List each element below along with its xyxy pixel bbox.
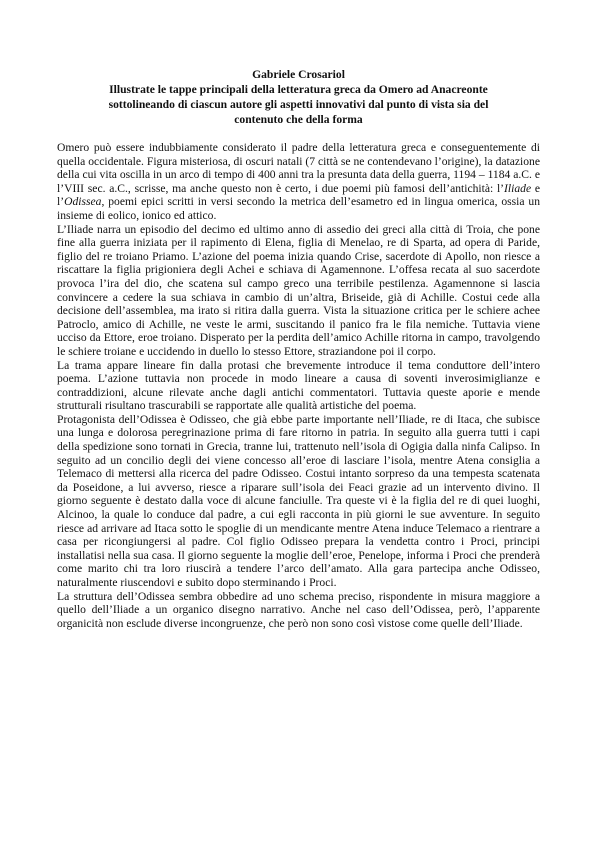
document-body bbox=[57, 141, 540, 630]
paragraph: L’Iliade narra un episodio del decimo ed ultimo anno di assedio dei greci alla città di Troia, che pone fine alla guerra iniziata per il rapimento di Elena, figlia di Menelao, re di Sparta, ad opera di Paride, figlio del re troiano Priamo. L’azione del poema inizia quando Crise, sacerdote di Apollo, non riesce a riscattare la figlia prigioniera degli Achei e schiava di Agamennone. L’offesa recata al suo sacerdote provoca l’ira del dio, che scatena sul campo greco una terribile pestilenza. Agamennone si lascia convincere a cedere la sua schiava in cambio di un’altra, Briseide, già di Achille. Costui cede alla decisione dell’assemblea, ma irato si ritira dalla guerra. Vista la situazione critica per le schiere achee Patroclo, amico di Achille, ne veste le armi, suscitando il panico fra le fila nemiche. Tuttavia viene ucciso da Ettore, eroe troiano. Disperato per la perdita dell’amico Achille ritorna in campo, travolgendo le schiere troiane e uccidendo in duello lo stesso Ettore, straziandone poi il corpo. bbox=[57, 222, 540, 358]
document-header bbox=[57, 67, 540, 127]
author-name: Gabriele Crosariol bbox=[252, 68, 345, 81]
paragraph-text: Omero può essere indubbiamente considerato il padre della letteratura greca e conseguentemente di quella occidentale. Figura misteriosa, di oscuri natali (7 città se ne contendevano l’origine), la datazione della cui vita oscilla in un arco di tempo di 400 anni tra la presunta data della guerra, 1194 – 1184 a.C. e l’VIII sec. a.C., scrisse, ma anche questo non è certo, i due poemi più famosi dell’antichità: l’ bbox=[57, 141, 540, 195]
title-iliade: Iliade bbox=[504, 181, 532, 195]
title-odissea: Odissea bbox=[64, 195, 102, 209]
title-line: sottolineando di ciascun autore gli aspetti innovativi dal punto di vista sia del bbox=[108, 98, 489, 111]
paragraph: La struttura dell’Odissea sembra obbedire ad uno schema preciso, rispondente in misura maggiore a quello dell’Iliade a un organico disegno narrativo. Anche nel caso dell’Odissea, però, l’apparente organicità non esclude diverse incongruenze, che però non sono così vistose come quelle dell’Iliade. bbox=[57, 589, 540, 630]
paragraph: La trama appare lineare fin dalla protasi che brevemente introduce il tema conduttore dell’intero poema. L’azione tuttavia non procede in modo lineare a causa di soventi inverosimiglianze e contraddizioni, alcune rilevate anche dagli antichi commentatori. Tuttavia queste aporie e mende strutturali risultano trascurabili se rapportate alle qualità artistiche del poema. bbox=[57, 358, 540, 413]
paragraph bbox=[57, 141, 540, 223]
document-title bbox=[57, 82, 540, 127]
paragraph-text: , poemi epici scritti in versi secondo la metrica dell’esametro ed in lingua omerica, ossia un insieme di eolico, ionico ed attico. bbox=[57, 195, 540, 222]
title-line: Illustrate le tappe principali della letteratura greca da Omero ad Anacreonte bbox=[109, 83, 488, 96]
paragraph: Protagonista dell’Odissea è Odisseo, che già ebbe parte importante nell’Iliade, re di Itaca, che subisce una lunga e dolorosa peregrinazione prima di fare ritorno in patria. In seguito alla guerra tutti i capi della spedizione sono tornati in Grecia, tranne lui, trattenuto nell’isola di Ogigia dalla ninfa Calipso. In seguito ad un concilio degli dei viene concesso all’eroe di lasciare l’isola, mentre Atena consiglia a Telemaco di mettersi alla ricerca del padre Odisseo. Costui intanto sorpreso da una tempesta scatenata da Poseidone, a lui avverso, riesce a riparare sull’isola dei Feaci grazie ad un intervento divino. Il giorno seguente è destato dalla voce di alcune fanciulle. Tra queste vi è la figlia del re di quei luoghi, Alcinoo, la quale lo conduce dal padre, a cui egli racconta in più giorni le sue avventure. In seguito riesce ad arrivare ad Itaca sotto le spoglie di un mendicante mentre Atena induce Telemaco a rientrare a casa per ricongiungersi al padre. Col figlio Odisseo prepara la vendetta contro i Proci, principi installatisi nella sua casa. Il giorno seguente la moglie dell’eroe, Penelope, informa i Proci che prenderà come marito chi tra loro riuscirà a tendere l’arco dell’amato. Alla gara partecipa anche Odisseo, naturalmente riuscendovi e subito dopo sterminando i Proci. bbox=[57, 412, 540, 589]
title-line: contenuto che della forma bbox=[234, 113, 363, 126]
paragraph-text: e l’ bbox=[57, 181, 540, 209]
